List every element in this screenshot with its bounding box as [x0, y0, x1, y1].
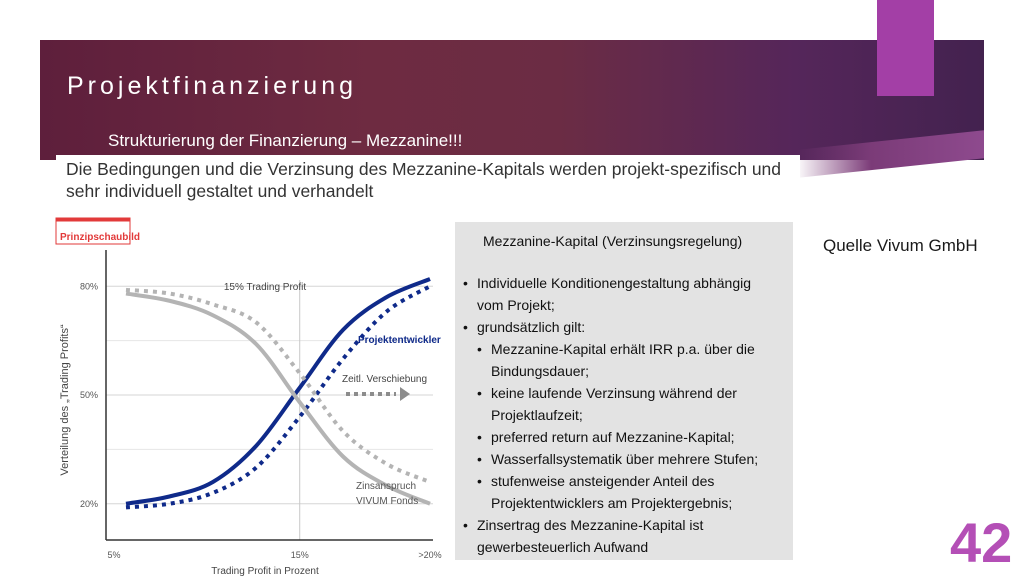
x-axis-title: Trading Profit in Prozent	[211, 566, 319, 576]
shift-arrow-head	[400, 387, 410, 401]
panel-list-item: vom Projekt;	[477, 297, 555, 313]
panel-title: Mezzanine-Kapital (Verzinsungsregelung)	[483, 233, 743, 249]
source-note: Quelle Vivum GmbH	[823, 236, 978, 255]
chart-annotation-title: 15% Trading Profit	[223, 282, 307, 293]
label-interest-2: VIVUM Fonds	[356, 496, 419, 507]
panel-list-item: • preferred return auf Mezzanine-Kapital;	[461, 426, 791, 448]
chart-series	[126, 279, 430, 507]
label-developer: Projektentwickler	[358, 335, 441, 346]
series-line-3	[126, 290, 430, 482]
x-tick-label: >20%	[418, 550, 442, 560]
y-axis-title: Verteilung des „Trading Profits“	[59, 324, 71, 476]
intro-text: Die Bedingungen und die Verzinsung des Mezzanine-Kapitals werden projekt-spezifisch und sehr individuell gestaltet und verhandelt	[66, 159, 782, 201]
panel-list-item: • Mezzanine-Kapital erhält IRR p.a. über die	[461, 338, 791, 360]
series-line-1	[126, 286, 430, 507]
slide-subtitle: Strukturierung der Finanzierung – Mezzanine!!!	[108, 131, 463, 150]
y-tick-label: 80%	[80, 281, 99, 292]
principle-chart	[48, 210, 448, 576]
y-tick-label: 20%	[80, 498, 99, 509]
panel-list-item: Projektentwicklers am Projektergebnis;	[491, 495, 733, 511]
badge-label: Prinzipschaubild	[60, 232, 141, 243]
y-tick-label: 50%	[80, 390, 99, 400]
panel-list-item: • Individuelle Konditionengestaltung abhängig	[461, 272, 791, 294]
accent-square	[877, 0, 934, 96]
page-number: 42	[950, 511, 1013, 574]
panel-list-item: • grundsätzlich gilt:	[461, 316, 791, 338]
panel-list	[461, 272, 791, 558]
x-tick-label: 15%	[290, 550, 309, 560]
x-tick-label: 5%	[107, 550, 121, 560]
panel-list-item: • Wasserfallsystematik über mehrere Stufen;	[461, 448, 791, 470]
panel-list-item: Projektlaufzeit;	[491, 407, 583, 423]
slide-title: Projektfinanzierung	[67, 72, 358, 100]
series-line-0	[126, 279, 430, 504]
label-interest-1: Zinsanspruch	[356, 481, 417, 492]
panel-list-item: • Zinsertrag des Mezzanine-Kapital ist	[461, 514, 791, 536]
panel-list-item: • stufenweise ansteigender Anteil des	[461, 470, 791, 492]
panel-list-item: Bindungsdauer;	[491, 363, 590, 379]
panel-list-item: gewerbesteuerlich Aufwand	[477, 539, 649, 555]
panel-list-item: • keine laufende Verzinsung während der	[461, 382, 791, 404]
series-line-2	[126, 294, 430, 504]
label-shift: Zeitl. Verschiebung	[342, 374, 428, 385]
